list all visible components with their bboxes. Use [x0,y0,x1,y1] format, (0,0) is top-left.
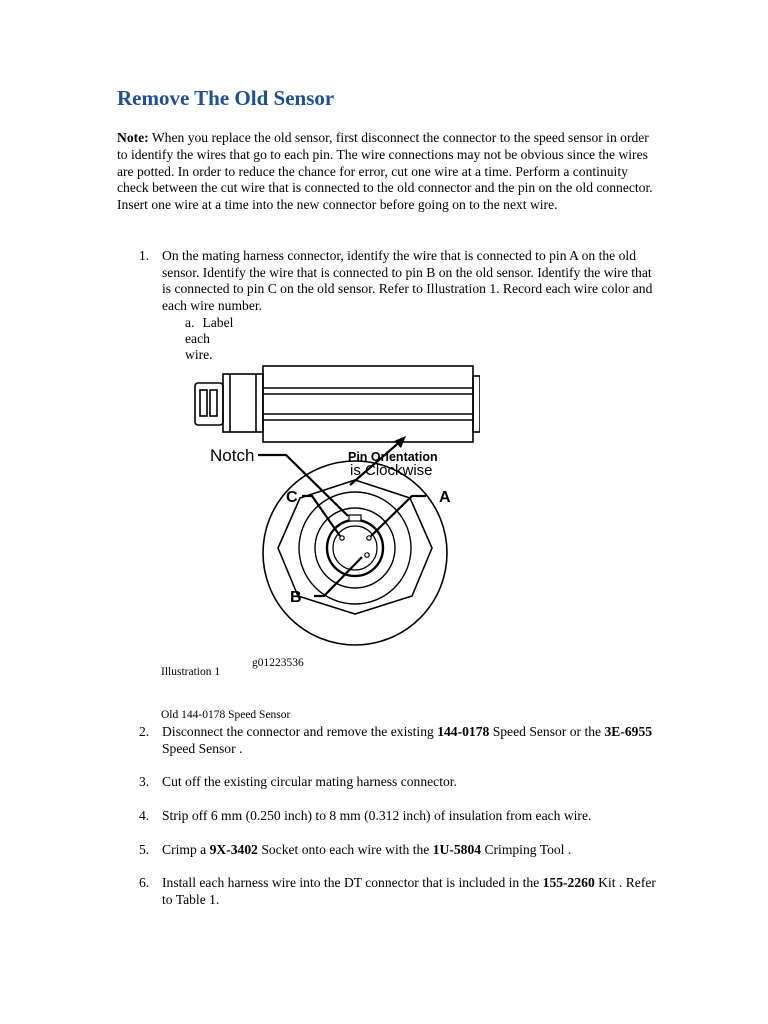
page-title: Remove The Old Sensor [117,86,335,110]
sensor-slot [200,390,207,416]
note-paragraph [117,130,657,214]
sensor-left-end [195,383,223,425]
part-number: 155-2260 [542,875,595,890]
pin-c-label: C [286,489,298,506]
illustration-label: Illustration 1 [161,666,221,678]
substep-number: a. [185,315,195,330]
step-text: Crimp a 9X-3402 Socket onto each wire with the 1U-5804 Crimping Tool . [162,842,572,857]
part-number: 9X-3402 [209,842,258,857]
part-number: 3E-6955 [604,724,653,739]
note-label: Note: [117,130,149,145]
pin-c [340,536,344,540]
step-text: On the mating harness connector, identify the wire that is connected to pin A on the old sensor. Identify the wire that is connected to pin B on the old sensor. Identify the wire that is connected to pin C on the old sensor. Refer to Illustration 1. Record each wire color and each wire number. [162,248,653,313]
image-id: g01223536 [252,657,304,669]
step-number: 5. [139,842,150,857]
sensor-body [263,366,473,442]
step-text: Cut off the existing circular mating harness connector. [162,774,457,789]
sensor-nut [223,374,263,432]
speed-sensor-illustration [190,358,480,648]
part-number: 1U-5804 [432,842,482,857]
step-number: 2. [139,724,150,739]
notch-mark [349,515,361,521]
step-number: 1. [139,248,150,263]
sensor-slot [210,390,217,416]
figure-caption: Old 144-0178 Speed Sensor [161,709,291,721]
step-number: 6. [139,875,150,890]
pin-a [367,536,371,540]
orientation-label-2: is Clockwise [350,462,433,479]
pin-b-label: B [290,589,302,606]
orientation-label-1: Pin Orientation [348,450,438,464]
connector-ring [299,492,411,604]
step-text: Strip off 6 mm (0.250 inch) to 8 mm (0.312 inch) of insulation from each wire. [162,808,592,823]
part-number: 144-0178 [437,724,490,739]
substep-text: Label each wire. [185,315,234,362]
step-number: 4. [139,808,150,823]
pin-b [365,553,369,557]
step-number: 3. [139,774,150,789]
step-text: Disconnect the connector and remove the existing 144-0178 Speed Sensor or the 3E-6955 Speed Sensor . [162,724,653,756]
substep-a [185,315,233,363]
pin-a-label: A [439,489,451,506]
notch-label: Notch [210,446,255,465]
notch-leader [258,455,348,516]
note-text: When you replace the old sensor, first disconnect the connector to the speed sensor in order to identify the wires that go to each pin. The wire connections may not be obvious since the wires are potted. In order to reduce the chance for error, cut one wire at a time. Perform a continuity check between the cut wire that is connected to the old connector and the pin on the old connector. Insert one wire at a time into the new connector before going on to the next wire. [117,130,653,213]
step-text: Install each harness wire into the DT connector that is included in the 155-2260 Kit . Refer to Table 1. [162,875,656,907]
